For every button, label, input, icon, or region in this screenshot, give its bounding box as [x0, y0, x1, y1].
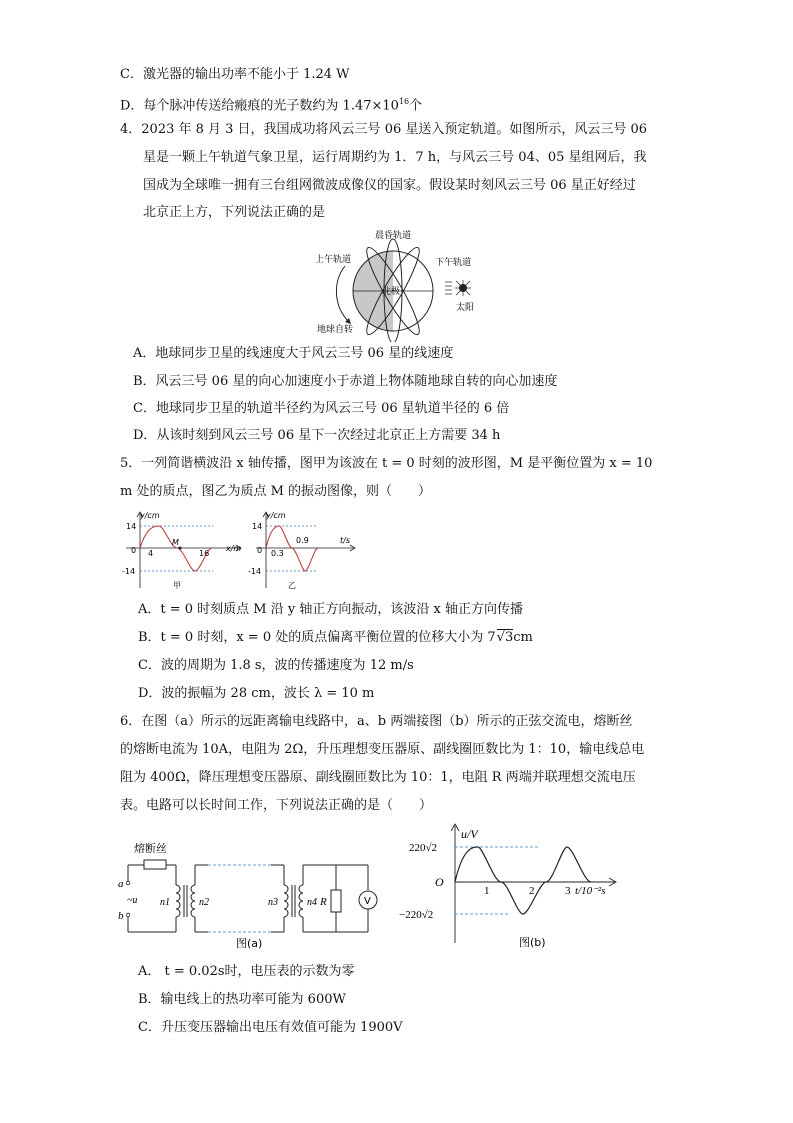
caption: 乙: [288, 581, 296, 590]
caption-a: 图(a): [236, 937, 263, 950]
peak-bottom: −220√2: [399, 909, 434, 921]
q5-stem-line-2: m 处的质点，图乙为质点 M 的振动图像，则（ ）: [120, 484, 432, 499]
north-pole-label: 北极: [382, 287, 401, 297]
voltmeter-label: V: [364, 896, 371, 907]
peak-top: 220√2: [409, 842, 438, 854]
coil-n1: [176, 885, 180, 917]
q5-option-a: A．t = 0 时刻质点 M 沿 y 轴正方向振动，该波沿 x 轴正方向传播: [138, 602, 523, 617]
q5-option-b: B．t = 0 时刻，x = 0 处的质点偏离平衡位置的位移大小为 7√3cm: [138, 630, 533, 645]
sine-voltage-graph: [395, 818, 625, 953]
q6-option-c: C．升压变压器输出电压有效值可能为 1900V: [138, 1020, 403, 1035]
coil-n3: [284, 885, 288, 917]
sine-curve: [455, 847, 591, 914]
sun-label: 太阳: [456, 303, 475, 313]
sun-icon: [455, 280, 471, 296]
q4-option-d: D．从该时刻到风云三号 06 星下一次经过北京正上方需要 34 h: [133, 428, 501, 443]
q5-stem-line-1: 5．一列简谐横波沿 x 轴传播，图甲为该波在 t = 0 时刻的波形图，M 是平衡位置为 x = 10: [120, 456, 653, 471]
tick-2: 2: [529, 885, 535, 897]
xlabel: t/s: [340, 536, 350, 545]
dawn-orbit-label: 晨昏轨道: [375, 231, 412, 241]
y-bottom: -14: [122, 567, 136, 576]
q4-stem-line-4: 北京正上方，下列说法正确的是: [143, 205, 326, 220]
earth-rotation-label: 地球自转: [317, 325, 354, 335]
q6-stem-line-3: 阻为 400Ω，降压理想变压器原、副线圈匝数比为 10：1，电阻 R 两端并联理想交流电压: [120, 770, 636, 785]
satellite-orbit-figure: [305, 226, 495, 342]
wave-graph-a: [118, 508, 248, 592]
q6-option-a: A． t = 0.02s时，电压表的示数为零: [138, 964, 355, 979]
x2: 16: [199, 549, 210, 558]
x1: 4: [148, 549, 154, 558]
q6-stem-line-4: 表。电路可以长时间工作，下列说法正确的是（ ）: [120, 798, 433, 813]
xlabel: x/m: [226, 544, 242, 553]
ylabel-u: u/V: [461, 827, 478, 841]
q4-stem-line-3: 国成为全球唯一拥有三台组网微波成像仪的国家。假设某时刻风云三号 06 星正好经过: [143, 178, 636, 193]
tick-1: 1: [484, 885, 490, 897]
transmission-circuit-figure: [118, 835, 388, 955]
q4-option-b: B．风云三号 06 星的向心加速度小于赤道上物体随地球自转的向心加速度: [133, 374, 558, 389]
coil-n2: [191, 885, 195, 917]
terminal-a: a: [118, 878, 124, 890]
y-top: 14: [126, 522, 137, 531]
q4-option-c: C．地球同步卫星的轨道半径约为风云三号 06 星轨道半径的 6 倍: [133, 401, 510, 416]
t1: 0.3: [271, 549, 284, 558]
resistor-r: [331, 890, 341, 912]
q4-stem-line-2: 星是一颗上午轨道气象卫星，运行周期约为 1．7 h，与风云三号 04、05 星组网后，我: [143, 150, 647, 165]
tick-3: 3: [565, 885, 571, 897]
zero: 0: [257, 546, 263, 555]
n1-label: n1: [160, 897, 170, 908]
origin-label: O: [435, 875, 444, 889]
r-label: R: [320, 896, 327, 908]
point-m: [179, 547, 182, 550]
y-bottom: -14: [248, 567, 262, 576]
q3-option-c: C．激光器的输出功率不能小于 1.24 W: [120, 67, 350, 82]
q6-option-b: B．输电线上的热功率可能为 600W: [138, 992, 346, 1007]
morning-orbit-label: 上午轨道: [315, 255, 352, 265]
caption: 甲: [173, 581, 181, 590]
t2: 0.9: [296, 536, 309, 545]
n3-label: n3: [268, 897, 278, 908]
point-m-label: M: [172, 538, 179, 547]
afternoon-orbit-label: 下午轨道: [435, 258, 472, 268]
source-u: ~u: [127, 895, 138, 906]
transmission-lines: [208, 865, 271, 932]
n2-label: n2: [199, 897, 209, 908]
ylabel: y/cm: [140, 511, 160, 520]
zero: 0: [131, 546, 137, 555]
q5-option-d: D．波的振幅为 28 cm，波长 λ = 10 m: [138, 686, 375, 701]
q4-stem-line-1: 4．2023 年 8 月 3 日，我国成功将风云三号 06 星送入预定轨道。如图所示，风云三号 06: [120, 122, 648, 137]
n4-label: n4: [307, 897, 317, 908]
q6-stem-line-2: 的熔断电流为 10A，电阻为 2Ω，升压理想变压器原、副线圈匝数比为 1：10，输电线总电: [120, 742, 645, 757]
caption-b: 图(b): [519, 936, 546, 949]
coil-n4: [299, 885, 303, 917]
fuse: [144, 860, 166, 869]
q5-option-c: C．波的周期为 1.8 s，波的传播速度为 12 m/s: [138, 658, 414, 673]
terminal-b: b: [118, 910, 124, 922]
y-top: 14: [252, 522, 263, 531]
q6-stem-line-1: 6．在图（a）所示的远距离输电线路中，a、b 两端接图（b）所示的正弦交流电，熔断丝: [120, 714, 633, 729]
ylabel: y/cm: [266, 511, 286, 520]
vibration-graph-b: [248, 508, 358, 592]
rotation-arrow: [336, 266, 349, 322]
q3-option-d: D．每个脉冲传送给瘢痕的光子数约为 $1.47\times 10^{16}$个: [120, 97, 423, 114]
sunlight-arrows: [445, 282, 452, 294]
xlabel: t/10⁻²s: [575, 885, 606, 897]
q4-option-a: A．地球同步卫星的线速度大于风云三号 06 星的线速度: [133, 346, 454, 361]
fuse-label: 熔断丝: [134, 842, 167, 855]
